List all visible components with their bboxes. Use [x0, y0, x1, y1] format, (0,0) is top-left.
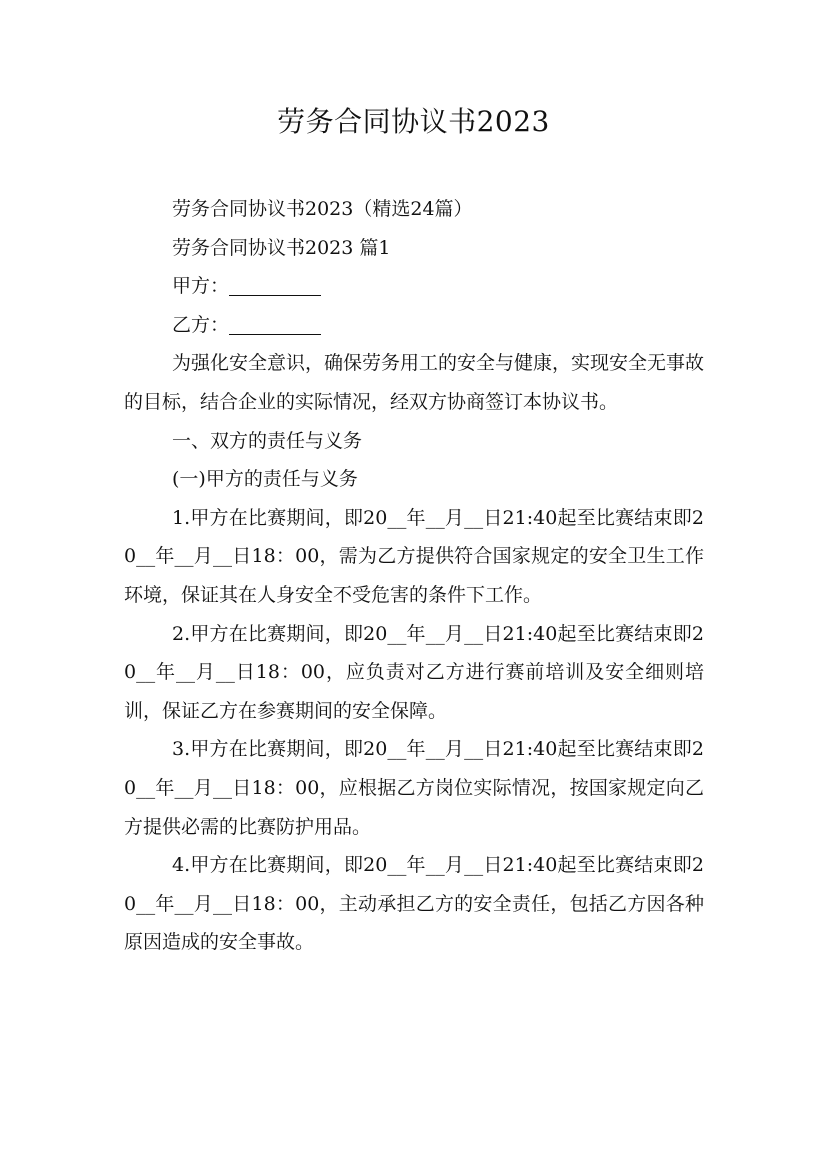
section-heading: 劳务合同协议书2023 篇1 [172, 236, 391, 259]
party-b-blank [229, 312, 321, 335]
clause-2: 2.甲方在比赛期间，即20__年__月__日21:40起至比赛结束即20__年__月__日18：00，应负责对乙方进行赛前培训及安全细则培训，保证乙方在参赛期间的安全保障。 [124, 622, 704, 722]
clause-1: 1.甲方在比赛期间，即20__年__月__日21:40起至比赛结束即20__年__月__日18：00，需为乙方提供符合国家规定的安全卫生工作环境，保证其在人身安全不受危害的条件下工作。 [124, 506, 704, 606]
document-body [124, 190, 704, 962]
party-a-label: 甲方： [172, 275, 230, 298]
subtitle-paragraph: 劳务合同协议书2023（精选24篇） [172, 198, 473, 220]
party-b-line [124, 306, 704, 345]
clause-3: 3.甲方在比赛期间，即20__年__月__日21:40起至比赛结束即20__年__月__日18：00，应根据乙方岗位实际情况，按国家规定向乙方提供必需的比赛防护用品。 [124, 738, 704, 838]
party-a-blank [229, 273, 321, 296]
party-a-line [124, 267, 704, 306]
intro-paragraph: 为强化安全意识，确保劳务用工的安全与健康，实现安全无事故的目标，结合企业的实际情况，经双方协商签订本协议书。 [124, 352, 705, 413]
subsection-heading: (一)甲方的责任与义务 [172, 468, 358, 491]
document-title: 劳务合同协议书2023 [277, 105, 550, 138]
party-b-label: 乙方： [172, 313, 230, 336]
clause-4: 4.甲方在比赛期间，即20__年__月__日21:40起至比赛结束即20__年__月__日18：00，主动承担乙方的安全责任，包括乙方因各种原因造成的安全事故。 [124, 854, 704, 954]
chapter-heading: 一、双方的责任与义务 [172, 429, 363, 452]
